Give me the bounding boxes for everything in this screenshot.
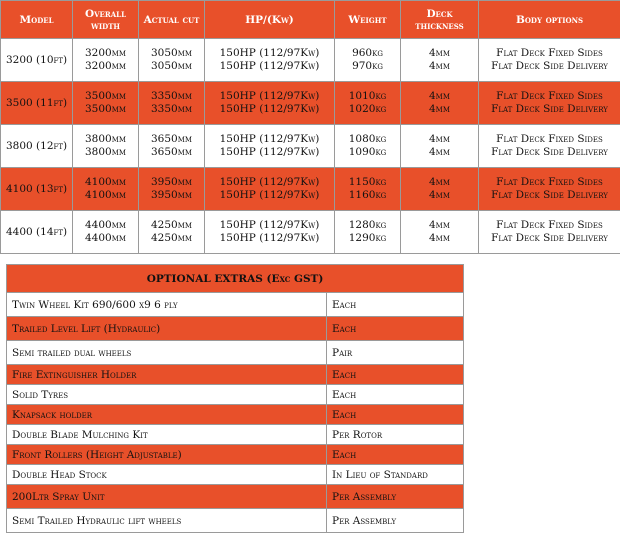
- body-cell: Flat Deck Fixed Sides Flat Deck Side Delivery: [479, 125, 620, 168]
- hp-cell: 150HP (112/97Kw) 150HP (112/97Kw): [205, 211, 335, 254]
- table-row: [1, 39, 620, 82]
- header-actual-cut: Actual cut: [139, 1, 205, 39]
- extra-unit: In Lieu of Standard: [327, 465, 464, 485]
- extra-item: Twin Wheel Kit 690/600 x9 6 ply: [7, 293, 327, 317]
- width-cell: 3500mm 3500mm: [73, 82, 139, 125]
- extra-unit: Per Rotor: [327, 425, 464, 445]
- weight-cell: 960kg 970kg: [335, 39, 401, 82]
- extra-unit: Per Assembly: [327, 509, 464, 533]
- table-row: [1, 82, 620, 125]
- list-item: [7, 425, 464, 445]
- list-item: [7, 385, 464, 405]
- body-cell: Flat Deck Fixed Sides Flat Deck Side Delivery: [479, 211, 620, 254]
- weight-cell: 1150kg 1160kg: [335, 168, 401, 211]
- table-row: [1, 125, 620, 168]
- width-cell: 3800mm 3800mm: [73, 125, 139, 168]
- body-cell: Flat Deck Fixed Sides Flat Deck Side Delivery: [479, 168, 620, 211]
- spec-header-row: [1, 1, 620, 39]
- weight-cell: 1010kg 1020kg: [335, 82, 401, 125]
- header-deck-thickness: Deck thickness: [401, 1, 479, 39]
- optional-extras-table: [6, 264, 464, 533]
- cut-cell: 3050mm 3050mm: [139, 39, 205, 82]
- model-cell: 3500 (11ft): [1, 82, 73, 125]
- extras-title: OPTIONAL EXTRAS (Exc GST): [7, 265, 464, 293]
- extra-unit: Per Assembly: [327, 485, 464, 509]
- deck-cell: 4mm 4mm: [401, 82, 479, 125]
- body-cell: Flat Deck Fixed Sides Flat Deck Side Delivery: [479, 82, 620, 125]
- extra-item: Knapsack holder: [7, 405, 327, 425]
- spec-table: [0, 0, 620, 254]
- list-item: [7, 293, 464, 317]
- list-item: [7, 365, 464, 385]
- extra-item: 200Ltr Spray Unit: [7, 485, 327, 509]
- width-cell: 4100mm 4100mm: [73, 168, 139, 211]
- table-row: [1, 168, 620, 211]
- list-item: [7, 465, 464, 485]
- header-model: Model: [1, 1, 73, 39]
- extra-item: Front Rollers (Height Adjustable): [7, 445, 327, 465]
- extra-unit: Each: [327, 293, 464, 317]
- extra-item: Fire Extinguisher Holder: [7, 365, 327, 385]
- deck-cell: 4mm 4mm: [401, 125, 479, 168]
- model-cell: 3200 (10ft): [1, 39, 73, 82]
- hp-cell: 150HP (112/97Kw) 150HP (112/97Kw): [205, 82, 335, 125]
- extra-unit: Each: [327, 385, 464, 405]
- extra-unit: Pair: [327, 341, 464, 365]
- width-cell: 4400mm 4400mm: [73, 211, 139, 254]
- list-item: [7, 405, 464, 425]
- extra-item: Semi Trailed Hydraulic lift wheels: [7, 509, 327, 533]
- header-hp-kw: HP/(Kw): [205, 1, 335, 39]
- model-cell: 4100 (13ft): [1, 168, 73, 211]
- width-cell: 3200mm 3200mm: [73, 39, 139, 82]
- extras-header-row: [7, 265, 464, 293]
- list-item: [7, 341, 464, 365]
- hp-cell: 150HP (112/97Kw) 150HP (112/97Kw): [205, 39, 335, 82]
- list-item: [7, 485, 464, 509]
- extra-item: Semi trailed dual wheels: [7, 341, 327, 365]
- table-row: [1, 211, 620, 254]
- list-item: [7, 509, 464, 533]
- cut-cell: 3950mm 3950mm: [139, 168, 205, 211]
- model-cell: 4400 (14ft): [1, 211, 73, 254]
- extra-unit: Each: [327, 445, 464, 465]
- extra-item: Solid Tyres: [7, 385, 327, 405]
- hp-cell: 150HP (112/97Kw) 150HP (112/97Kw): [205, 125, 335, 168]
- extra-item: Trailed Level Lift (Hydraulic): [7, 317, 327, 341]
- extra-unit: Each: [327, 317, 464, 341]
- header-weight: Weight: [335, 1, 401, 39]
- list-item: [7, 445, 464, 465]
- deck-cell: 4mm 4mm: [401, 211, 479, 254]
- extra-item: Double Head Stock: [7, 465, 327, 485]
- model-cell: 3800 (12ft): [1, 125, 73, 168]
- deck-cell: 4mm 4mm: [401, 39, 479, 82]
- body-cell: Flat Deck Fixed Sides Flat Deck Side Delivery: [479, 39, 620, 82]
- extra-unit: Each: [327, 405, 464, 425]
- deck-cell: 4mm 4mm: [401, 168, 479, 211]
- cut-cell: 3650mm 3650mm: [139, 125, 205, 168]
- cut-cell: 4250mm 4250mm: [139, 211, 205, 254]
- hp-cell: 150HP (112/97Kw) 150HP (112/97Kw): [205, 168, 335, 211]
- weight-cell: 1280kg 1290kg: [335, 211, 401, 254]
- extra-unit: Each: [327, 365, 464, 385]
- cut-cell: 3350mm 3350mm: [139, 82, 205, 125]
- extra-item: Double Blade Mulching Kit: [7, 425, 327, 445]
- weight-cell: 1080kg 1090kg: [335, 125, 401, 168]
- list-item: [7, 317, 464, 341]
- header-body-options: Body options: [479, 1, 620, 39]
- header-overall-width: Overall width: [73, 1, 139, 39]
